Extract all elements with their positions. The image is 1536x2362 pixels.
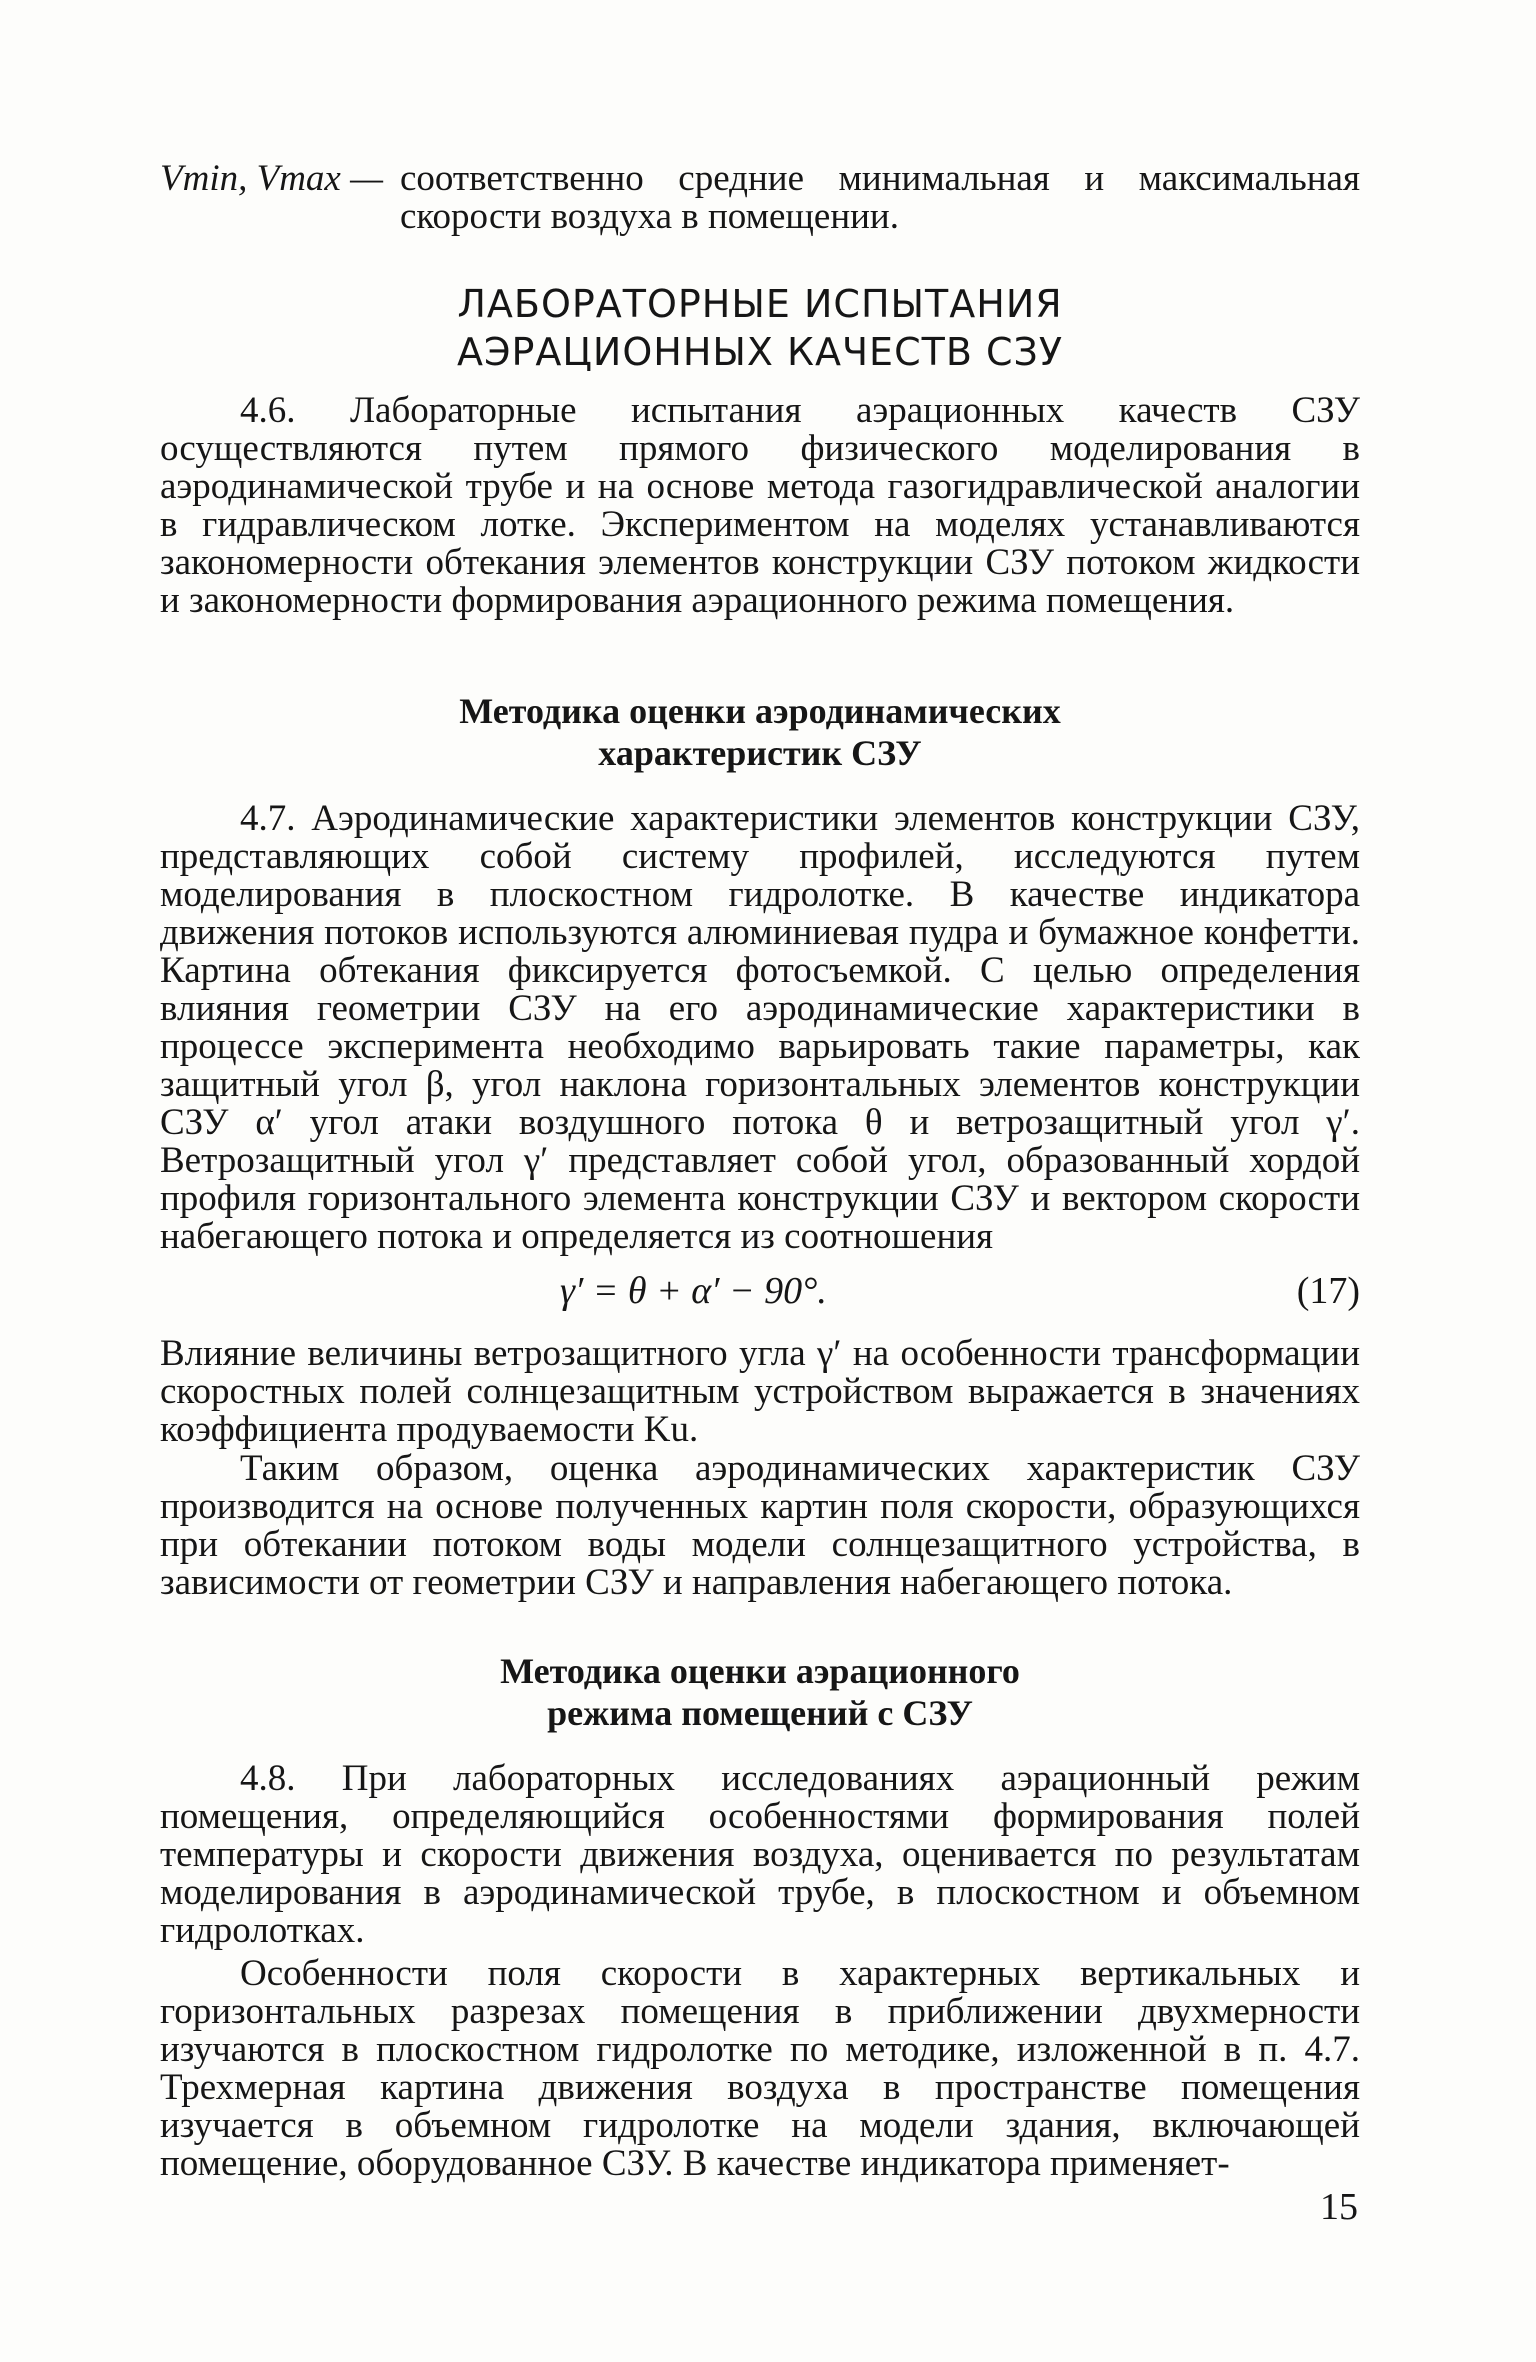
paragraph-4-6-text: 4.6. Лабораторные испытания аэрационных качеств СЗУ осуществляются путем прямого физического моделирования в аэродинамической трубе и на основе метода газогидравлической аналогии в гидравлическом лотке. Экспериментом на моделях устанавливаются закономерности обтекания элементов конструкции СЗУ потоком жидкости и закономерности формирования аэрационного режима помещения. xyxy=(160,390,1360,621)
paragraph-features xyxy=(160,1955,1360,2183)
subsection-title-aeration-line-1: Методика оценки аэрационного xyxy=(500,1651,1020,1691)
paragraph-4-6 xyxy=(160,392,1360,620)
subsection-title-aeration-line-2: режима помещений с СЗУ xyxy=(547,1693,973,1733)
subsection-title-aeration xyxy=(160,1650,1360,1734)
section-title-line-1: ЛАБОРАТОРНЫЕ ИСПЫТАНИЯ xyxy=(457,282,1063,326)
paragraph-4-8 xyxy=(160,1760,1360,1950)
section-title xyxy=(160,280,1360,376)
subsection-title-aerodynamic xyxy=(160,690,1360,774)
paragraph-thus-text: Таким образом, оценка аэродинамических характеристик СЗУ производится на основе полученных картин поля скорости, образующихся при обтекании потоком воды модели солнцезащитного устройства, в зависимости от геометрии СЗУ и направления набегающего потока. xyxy=(160,1448,1360,1603)
equation-number: (17) xyxy=(1296,1270,1360,1312)
subsection-title-aerodynamic-line-2: характеристик СЗУ xyxy=(598,733,922,773)
section-title-line-2: АЭРАЦИОННЫХ КАЧЕСТВ СЗУ xyxy=(456,330,1064,374)
paragraph-4-7-text: 4.7. Аэродинамические характеристики элементов конструкции СЗУ, представляющих собой систему профилей, исследуются путем моделирования в плоскостном гидролотке. В качестве индикатора движения потоков используются алюминиевая пудра и бумажное конфетти. Картина обтекания фиксируется фотосъемкой. С целью определения влияния геометрии СЗУ на его аэродинамические характеристики в процессе эксперимента необходимо варьировать такие параметры, как защитный угол β, угол наклона горизонтальных элементов конструкции СЗУ α′ угол атаки воздушного потока θ и ветрозащитный угол γ′. Ветрозащитный угол γ′ представляет собой угол, образованный хордой профиля горизонтального элемента конструкции СЗУ и вектором скорости набегающего потока и определяется из соотношения xyxy=(160,798,1360,1257)
definition-row xyxy=(160,160,1360,236)
definition-list xyxy=(160,160,1360,236)
paragraph-influence-text: Влияние величины ветрозащитного угла γ′ на особенности трансформации скоростных полей солнцезащитным устройством выражается в значениях коэффициента продуваемости Ku. xyxy=(160,1333,1360,1450)
page-number: 15 xyxy=(1320,2186,1358,2228)
subsection-title-aerodynamic-line-1: Методика оценки аэродинамических xyxy=(459,691,1061,731)
equation-expression: γ′ = θ + α′ − 90°. xyxy=(560,1270,827,1312)
definition-text: соответственно средние минимальная и максимальная скорости воздуха в помещении. xyxy=(400,158,1360,237)
paragraph-influence xyxy=(160,1335,1360,1449)
definition-term: Vmin, Vmax — xyxy=(160,158,383,199)
paragraph-features-text: Особенности поля скорости в характерных вертикальных и горизонтальных разрезах помещения в приближении двухмерности изучаются в плоскостном гидролотке по методике, изложенной в п. 4.7. Трехмерная картина движения воздуха в пространстве помещения изучается в объемном гидролотке на модели здания, включающей помещение, оборудованное СЗУ. В качестве индикатора применяет- xyxy=(160,1953,1360,2184)
paragraph-4-8-text: 4.8. При лабораторных исследованиях аэрационный режим помещения, определяющийся особенностями формирования полей температуры и скорости движения воздуха, оценивается по результатам моделирования в аэродинамической трубе, в плоскостном и объемном гидролотках. xyxy=(160,1758,1360,1951)
paragraph-4-7 xyxy=(160,800,1360,1256)
paragraph-thus xyxy=(160,1450,1360,1602)
